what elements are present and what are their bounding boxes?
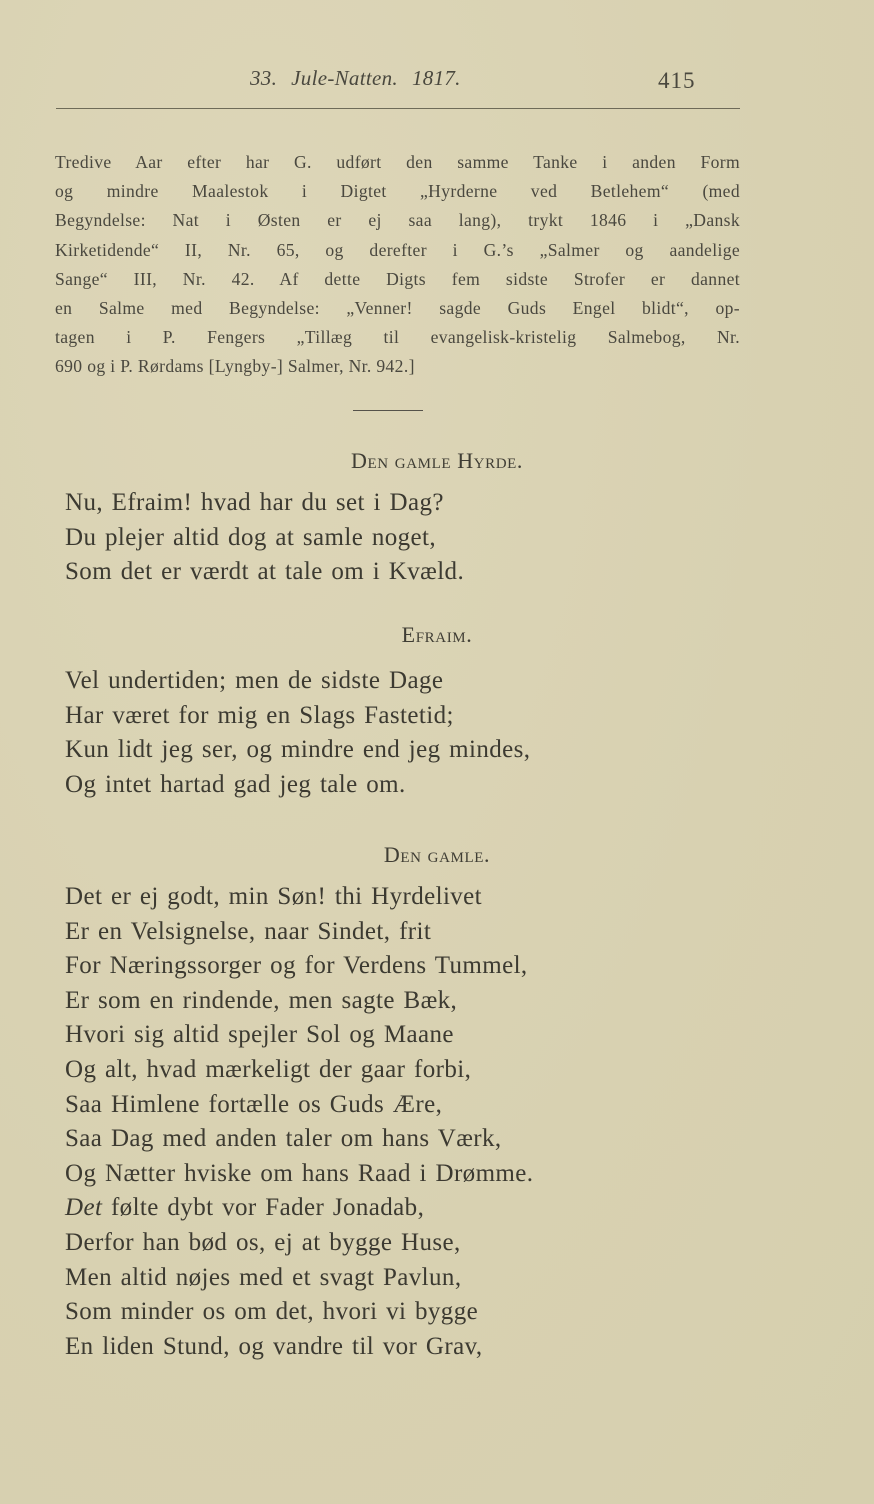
verse-line: Som det er værdt at tale om i Kvæld. — [65, 558, 465, 586]
verse-block — [65, 664, 530, 802]
speaker-name: Den gamle Hyrde. — [350, 448, 524, 473]
running-head — [250, 66, 461, 91]
verse-line: Og alt, hvad mærkeligt der gaar forbi, — [65, 1055, 472, 1083]
note-line: og mindre Maalestok i Digtet „Hyrderne ved Betlehem“ (med — [55, 181, 740, 202]
verse-line: Men altid nøjes med et svagt Pavlun, — [65, 1263, 462, 1291]
note-line: en Salme med Begyndelse: „Venner! sagde Guds Engel blidt“, op- — [55, 297, 740, 318]
verse-block — [65, 486, 464, 590]
verse-line: Nu, Efraim! hvad har du set i Dag? — [65, 489, 444, 516]
verse-line: Som minder os om det, hvori vi bygge — [65, 1298, 479, 1326]
verse-line: Vel undertiden; men de sidste Dage — [65, 667, 444, 694]
note-line: tagen i P. Fengers „Tillæg til evangelisk-kristelig Salmebog, Nr. — [55, 327, 740, 348]
verse-line: Du plejer altid dog at samle noget, — [65, 523, 437, 551]
chapter-year: 1817. — [411, 66, 461, 90]
verse-line: For Næringssorger og for Verdens Tummel, — [65, 952, 528, 980]
note-line: Begyndelse: Nat i Østen er ej saa lang), trykt 1846 i „Dansk — [55, 210, 740, 231]
verse-line: Er som en rindende, men sagte Bæk, — [65, 986, 458, 1014]
verse-line: Er en Velsignelse, naar Sindet, frit — [65, 917, 432, 945]
verse-line: Og intet hartad gad jeg tale om. — [65, 770, 406, 798]
chapter-number: 33. — [250, 66, 278, 90]
verse-line: Derfor han bød os, ej at bygge Huse, — [65, 1228, 461, 1256]
verse-block — [65, 880, 533, 1364]
section-divider — [353, 410, 423, 411]
speaker-heading — [0, 448, 874, 474]
verse-line: Saa Himlene fortælle os Guds Ære, — [65, 1090, 443, 1118]
verse-line-italic-start — [65, 1191, 533, 1226]
note-line: Kirketidende“ II, Nr. 65, og derefter i G.’s „Salmer og aandelige — [55, 239, 740, 260]
editorial-note — [55, 148, 740, 382]
verse-line: Hvori sig altid spejler Sol og Maane — [65, 1021, 454, 1049]
speaker-heading — [0, 622, 874, 648]
speaker-name: Den gamle. — [383, 842, 491, 867]
note-line: Sange“ III, Nr. 42. Af dette Digts fem sidste Strofer er dannet — [55, 268, 740, 289]
chapter-title: Jule-Natten. — [291, 66, 398, 90]
speaker-name: Efraim. — [401, 622, 473, 647]
note-line: Tredive Aar efter har G. udført den samme Tanke i anden Form — [55, 152, 740, 172]
verse-line-rest: følte dybt vor Fader Jonadab, — [102, 1194, 425, 1222]
verse-line: Har været for mig en Slags Fastetid; — [65, 701, 454, 729]
verse-line: Og Nætter hviske om hans Raad i Drømme. — [65, 1159, 534, 1187]
speaker-heading — [0, 842, 874, 868]
italic-word: Det — [65, 1194, 103, 1222]
verse-line: Det er ej godt, min Søn! thi Hyrdelivet — [65, 883, 483, 910]
header-rule — [56, 108, 740, 109]
verse-line: Saa Dag med anden taler om hans Værk, — [65, 1125, 502, 1153]
page-number: 415 — [658, 68, 696, 93]
note-line: 690 og i P. Rørdams [Lyngby-] Salmer, Nr. 942.] — [55, 356, 415, 377]
verse-line: En liden Stund, og vandre til vor Grav, — [65, 1332, 483, 1360]
verse-line: Kun lidt jeg ser, og mindre end jeg mindes, — [65, 736, 531, 764]
